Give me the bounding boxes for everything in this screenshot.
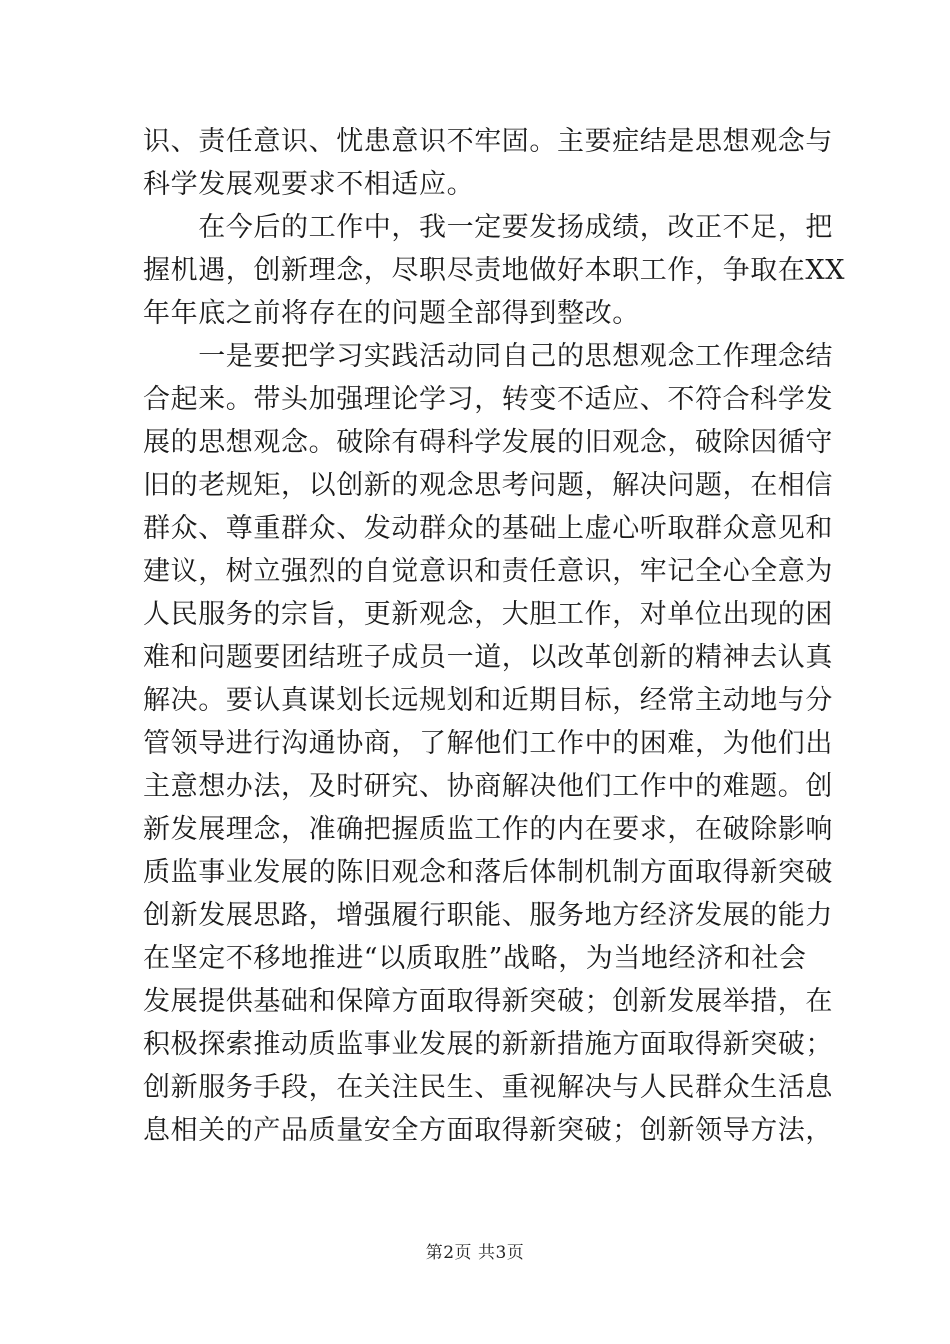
text-line: 息相关的产品质量安全方面取得新突破；创新领导方法，: [143, 1115, 833, 1146]
text-line: 展的思想观念。破除有碍科学发展的旧观念，破除因循守: [143, 427, 833, 458]
text-line: 一是要把学习实践活动同自己的思想观念工作理念结: [143, 341, 833, 372]
text-line: 积极探索推动质监事业发展的新新措施方面取得新突破；: [143, 1029, 833, 1060]
text-line: 发展提供基础和保障方面取得新突破；创新发展举措，在: [143, 986, 833, 1017]
text-line: 创新服务手段，在关注民生、重视解决与人民群众生活息: [143, 1072, 833, 1103]
text-line: 年年底之前将存在的问题全部得到整改。: [143, 298, 640, 329]
text-line: 管领导进行沟通协商，了解他们工作中的困难，为他们出: [143, 728, 833, 759]
text-line: 建议，树立强烈的自觉意识和责任意识，牢记全心全意为: [143, 556, 833, 587]
text-line: 科学发展观要求不相适应。: [143, 169, 475, 200]
text-line: 握机遇，创新理念，尽职尽责地做好本职工作，争取在XX: [143, 255, 846, 286]
text-line: 人民服务的宗旨，更新观念，大胆工作，对单位出现的困: [143, 599, 833, 630]
page-number-footer: 第2页 共3页: [425, 1243, 525, 1263]
text-line: 旧的老规矩，以创新的观念思考问题，解决问题，在相信: [143, 470, 833, 501]
text-line: 创新发展思路，增强履行职能、服务地方经济发展的能力: [143, 900, 833, 931]
text-line: 质监事业发展的陈旧观念和落后体制机制方面取得新突破: [143, 857, 833, 888]
text-line: 新发展理念，准确把握质监工作的内在要求，在破除影响: [143, 814, 833, 845]
text-line: 在坚定不移地推进“以质取胜”战略，为当地经济和社会: [143, 943, 807, 974]
text-line: 难和问题要团结班子成员一道，以改革创新的精神去认真: [143, 642, 833, 673]
document-body: [143, 120, 846, 1152]
text-line: 群众、尊重群众、发动群众的基础上虚心听取群众意见和: [143, 513, 833, 544]
text-line: 合起来。带头加强理论学习，转变不适应、不符合科学发: [143, 384, 833, 415]
text-line: 解决。要认真谋划长远规划和近期目标，经常主动地与分: [143, 685, 833, 716]
text-line: 主意想办法，及时研究、协商解决他们工作中的难题。创: [143, 771, 833, 802]
text-line: 在今后的工作中，我一定要发扬成绩，改正不足，把: [143, 212, 833, 243]
text-line: 识、责任意识、忧患意识不牢固。主要症结是思想观念与: [143, 126, 833, 157]
